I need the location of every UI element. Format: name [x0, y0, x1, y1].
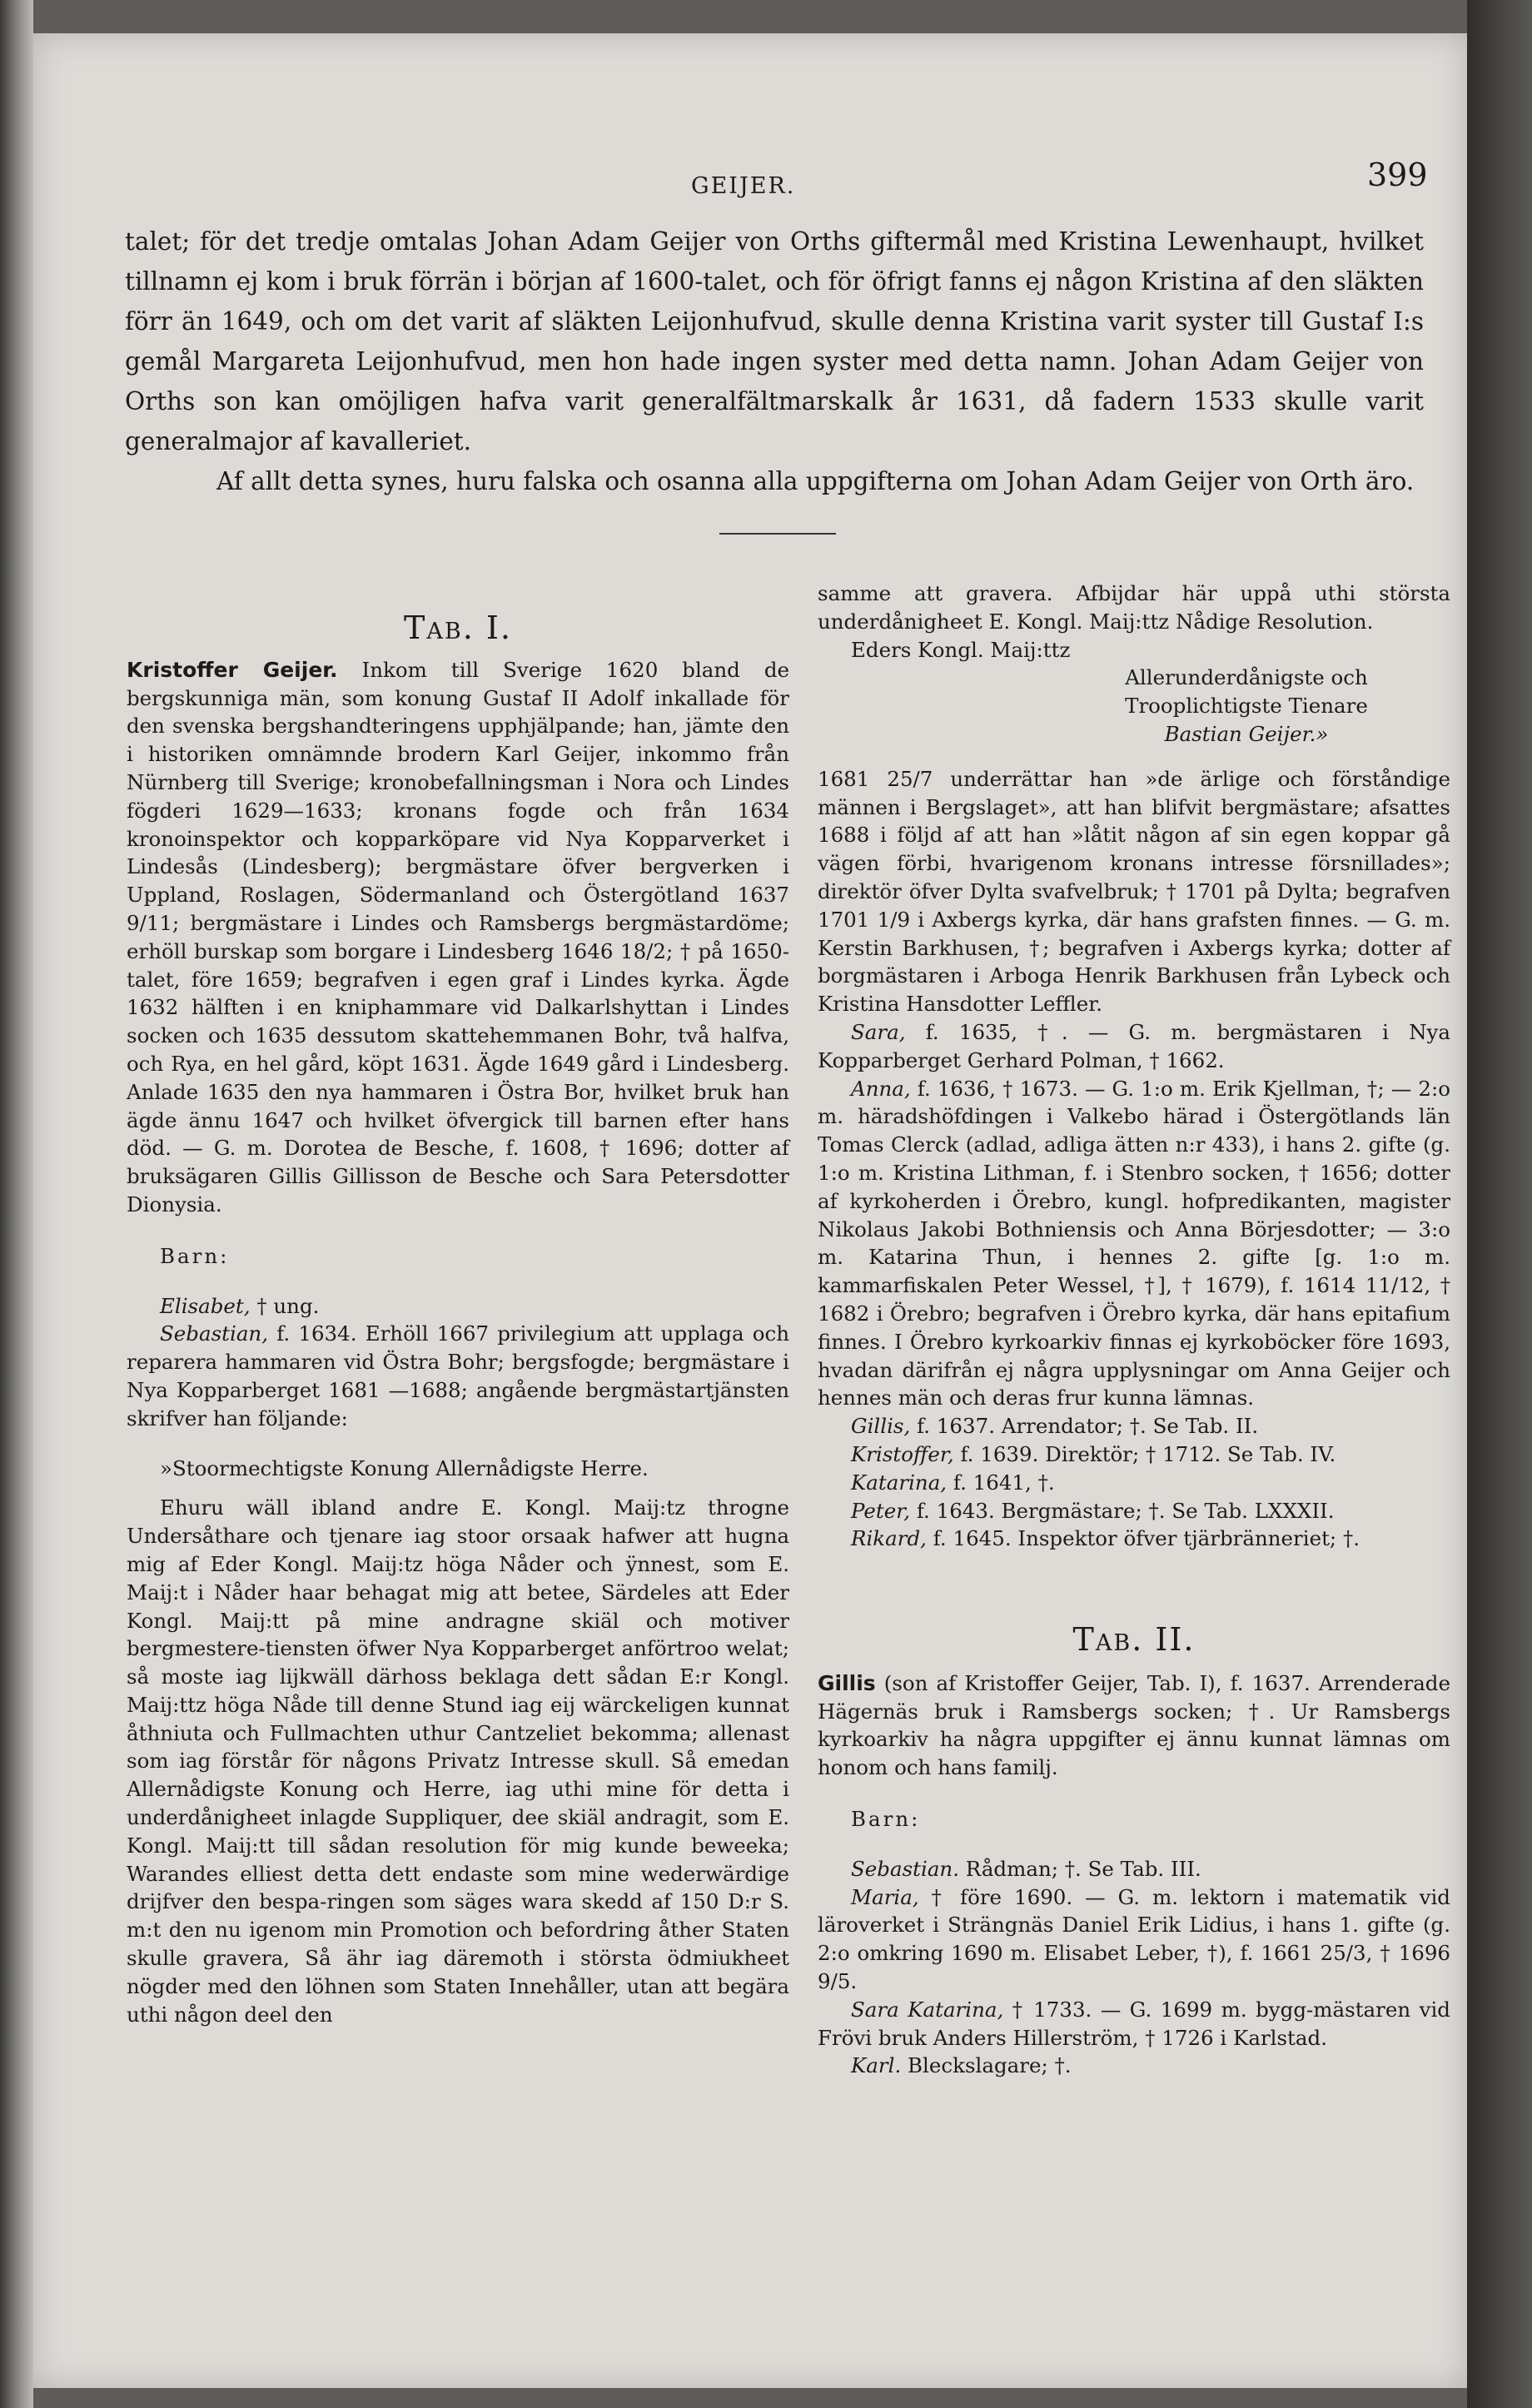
letter-continuation: samme att gravera. Afbijdar här uppå uthi största underdånigheet E. Kongl. Maij:ttz Nådige Resolution.: [818, 581, 1450, 634]
child-text: Bleckslagare; †.: [901, 2053, 1072, 2078]
gillis-entry: [818, 1669, 1450, 1782]
child-name: Anna,: [851, 1076, 911, 1101]
intro-paragraph-1: talet; för det tredje omtalas Johan Adam Geijer von Orths giftermål med Kristina Lewenhaupt, hvilket tillnamn ej kom i bruk förrän i början af 1600-talet, och för öfrigt fanns ej någon Kristina af den släkten förr än 1649, och om det varit af släkten Leijonhufvud, skulle denna Kristina varit syster till Gustaf I:s gemål Margareta Leijonhufvud, men hon hade ingen syster med detta namn. Johan Adam Geijer von Orths son kan omöjligen hafva varit generalfältmarskalk år 1631, då fadern 1533 skulle varit generalmajor af kavalleriet.: [125, 227, 1424, 455]
child-text: f. 1635, †. — G. m. bergmästaren i Nya Kopparberget Gerhard Polman, † 1662.: [818, 1019, 1450, 1072]
child-name: Sara,: [851, 1019, 906, 1044]
child-name: Kristoffer,: [851, 1441, 954, 1466]
child-text: † 1733. — G. 1699 m. bygg-mästaren vid Frövi bruk Anders Hillerström, † 1726 i Karlstad.: [818, 1997, 1450, 2050]
child-entry: [127, 1292, 789, 1321]
child-entry: [818, 1018, 1450, 1075]
child-entry: [818, 1440, 1450, 1469]
child-name: Maria,: [851, 1884, 919, 1909]
child-text: † ung.: [250, 1293, 320, 1318]
child-name: Elisabet,: [160, 1293, 251, 1318]
book-binding-shadow: [0, 0, 33, 2408]
running-header: GEIJER.: [691, 173, 796, 199]
intro-text: [125, 221, 1424, 501]
child-name: Karl.: [851, 2053, 902, 2078]
child-text: f. 1634. Erhöll 1667 privilegium att upplaga och reparera hammaren vid Östra Bohr; bergsfogde; bergmästare i Nya Kopparberget 1681 —1688; angående bergmästartjänsten skrifver han följande:: [127, 1321, 789, 1430]
person-name: Kristoffer Geijer.: [127, 657, 338, 682]
letter-signature: Bastian Geijer.»: [1164, 721, 1329, 746]
tab-heading: Tab. I.: [404, 609, 512, 646]
section-divider: [719, 533, 836, 535]
child-text: f. 1636, † 1673. — G. 1:o m. Erik Kjellman, †; — 2:o m. häradshöfdingen i Valkebo härad i Östergötlands län Tomas Clerck (adlad, adliga ätten n:r 433), i hans 2. gifte (g. 1:o m. Kristina Lithman, f. i Stenbro socken, † 1656; dotter af kyrkoherden i Örebro, kungl. hofpredikanten, magister Nikolaus Jakobi Bothniensis och Anna Börjesdotter; — 3:o m. Katarina Thun, i hennes 2. gifte [g. 1:o m. kammarfiskalen Peter Wessel, †], † 1679), f. 1614 11/12, † 1682 i Örebro; begrafven i Örebro kyrka, där hans epitafium finnes. I Örebro kyrkoarkiv finnas ej kyrkoböcker före 1693, hvadan därifrån ej några upplysningar om Anna Geijer och hennes män och deras frur kunna lämnas.: [818, 1076, 1450, 1410]
child-name: Gillis,: [851, 1414, 911, 1439]
child-entry: [818, 1412, 1450, 1440]
intro-paragraph-2: Af allt detta synes, huru falska och osanna alla uppgifterna om Johan Adam Geijer von Orth äro.: [216, 467, 1415, 495]
letter-signoff-line: Allerunderdånigste och: [1125, 665, 1368, 690]
child-name: Sara Katarina,: [851, 1997, 1004, 2022]
child-name: Sebastian.: [851, 1856, 960, 1881]
letter-greeting: »Stoormechtigste Konung Allernådigste Herre.: [160, 1455, 649, 1480]
child-entry: [818, 1855, 1450, 1883]
book-page: [33, 33, 1467, 2388]
kristoffer-entry: [127, 656, 789, 1219]
person-bio: Inkom till Sverige 1620 bland de bergskunniga män, som konung Gustaf II Adolf inkallade för den svenska bergshandteringens upphjälpande; han, jämte den i historiken omnämnde brodern Karl Geijer, inkommo från Nürnberg till Sverige; kronobefallningsman i Nora och Lindes fögderi 1629—1633; kronans fogde och från 1634 kronoinspektor och kopparköpare vid Nya Kopparverket i Lindesås (Lindesberg); bergmästare öfver bergverken i Uppland, Roslagen, Södermanland och Östergötland 1637 9/11; bergmästare i Lindes och Ramsbergs bergmästardöme; erhöll burskap som borgare i Lindesberg 1646 18/2; † på 1650-talet, före 1659; begrafven i egen graf i Lindes kyrka. Ägde 1632 hälften i en kniphammare vid Dalkarlshyttan i Lindes socken och 1635 dessutom skattehemmanen Bohr, två halfva, och Rya, en hel gård, köpt 1631. Ägde 1649 gård i Lindesberg. Anlade 1635 den nya hammaren i Östra Bor, hvilket bruk han ägde ännu 1647 och hvilket öfvergick till barnen efter hans död. — G. m. Dorotea de Besche, f. 1608, † 1696; dotter af bruksägaren Gillis Gillisson de Besche och Sara Petersdotter Dionysia.: [127, 657, 789, 1216]
letter-body: Ehuru wäll ibland andre E. Kongl. Maij:tz throgne Undersåthare och tjenare iag stoor orsaak hafwer att hugna mig af Eder Kongl. Maij:tz höga Nåder och ÿnnest, som E. Maij:t i Nåder haar behagat mig att betee, Särdeles att Eder Kongl. Maij:tt på mine andragne skiäl och motiver bergmestere-tiensten öfwer Nya Kopparberget anförtroo welat; så moste iag lijkwäll därhoss beklaga dett sådan E:r Kongl. Maij:ttz höga Nåde till denne Stund iag eij wärckeligen kunnat åthniuta och Fullmachten uthur Cantzeliet bekomma; allenast som iag förstår för någons Privatz Intresse skull. Så emedan Allernådigste Konung och Herre, iag uthi mine för detta i underdånigheet inlagde Suppliquer, dee skiäl andragit, som E. Kongl. Maij:tt till sådan resolution för mig kunde beweeka; Warandes elliest detta dett endaste som mine wederwärdige drijfver den bespa-ringen som säges wara skedd af 150 D:r S. m:t den nu igenom min Promotion och befordring åther Staten skulle gravera, Så ähr iag däremoth i största ödmiukheet nögder med den löhnen som Staten Innehåller, utan att begära uthi någon deel den: [127, 1495, 789, 2027]
person-bio: (son af Kristoffer Geijer, Tab. I), f. 1637. Arrenderade Hägernäs bruk i Ramsbergs socken; †. Ur Ramsbergs kyrkoarkiv ha några uppgifter ej ännu kunnat lämnas om honom och hans familj.: [818, 1670, 1450, 1780]
child-entry: [818, 1996, 1450, 2052]
right-column: [818, 580, 1450, 2080]
child-name: Sebastian,: [160, 1321, 269, 1346]
child-entry: [818, 1469, 1450, 1497]
child-text: f. 1643. Bergmästare; †. Se Tab. LXXXII.: [910, 1498, 1335, 1523]
child-text: † före 1690. — G. m. lektorn i matematik vid läroverket i Strängnäs Daniel Erik Lidius, i hans 1. gifte (g. 2:o omkring 1690 m. Elisabet Leber, †), f. 1661 25/3, † 1696 9/5.: [818, 1884, 1450, 1994]
tab-heading: Tab. II.: [1072, 1621, 1196, 1659]
child-entry: [818, 1075, 1450, 1413]
child-text: f. 1639. Direktör; † 1712. Se Tab. IV.: [953, 1441, 1336, 1466]
child-name: Katarina,: [851, 1470, 948, 1495]
child-text: f. 1645. Inspektor öfver tjärbränneriet; †.: [926, 1526, 1360, 1551]
child-entry: [818, 1525, 1450, 1553]
child-text: f. 1641, †.: [947, 1470, 1055, 1495]
child-entry: [818, 2052, 1450, 2080]
children-label: Barn:: [160, 1243, 230, 1268]
child-entry: [818, 1497, 1450, 1525]
left-column: [127, 580, 789, 2028]
children-label: Barn:: [851, 1807, 921, 1832]
letter-signoff-line: Eders Kongl. Maij:ttz: [851, 637, 1071, 662]
letter-signoff-line: Trooplichtigste Tienare: [1125, 694, 1368, 719]
sebastian-continued: 1681 25/7 underrättar han »de ärlige och förståndige männen i Bergslaget», att han blifvit bergmästare; afsattes 1688 i följd af att han »låtit någon af sin egen koppar gå vägen förbi, hvarigenom kronans intresse försnillades»; direktör öfver Dylta svafvelbruk; † 1701 på Dylta; begrafven 1701 1/9 i Axbergs kyrka, där hans grafsten finnes. — G. m. Kerstin Barkhusen, †; begrafven i Axbergs kyrka; dotter af borgmästaren i Arboga Henrik Barkhusen från Lybeck och Kristina Hansdotter Leffler.: [818, 766, 1450, 1017]
page-edge-shadow: [1467, 0, 1532, 2408]
child-text: Rådman; †. Se Tab. III.: [959, 1856, 1201, 1881]
child-entry: [127, 1320, 789, 1432]
child-name: Rikard,: [851, 1526, 927, 1551]
person-name: Gillis: [818, 1670, 876, 1695]
page-number: 399: [1367, 157, 1428, 193]
child-entry: [818, 1883, 1450, 1996]
child-text: f. 1637. Arrendator; †. Se Tab. II.: [910, 1414, 1259, 1439]
child-name: Peter,: [851, 1498, 911, 1523]
